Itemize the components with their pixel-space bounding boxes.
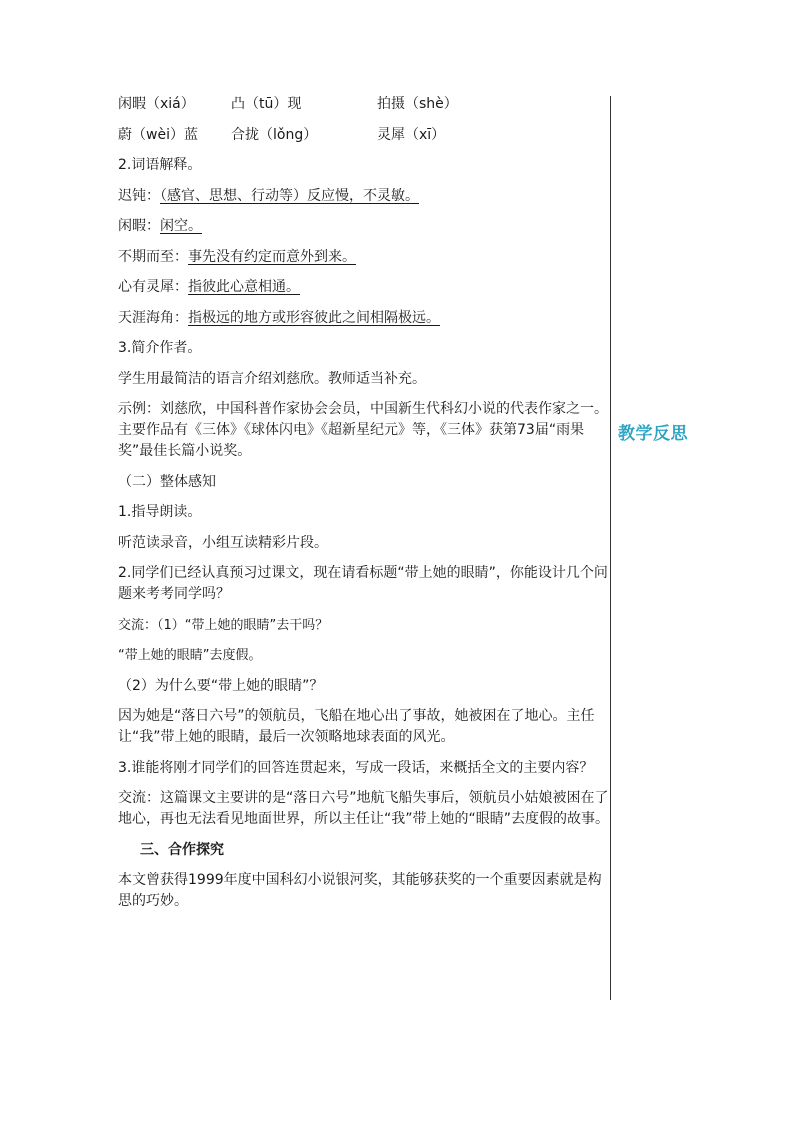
- pinyin-item: 凸（tū）现: [231, 96, 302, 112]
- vocab-term: 不期而至：: [118, 248, 188, 265]
- vocab-item: [118, 308, 610, 329]
- pinyin-item: 蔚（wèi）蓝: [118, 126, 198, 143]
- author-heading: 3.简介作者。: [118, 340, 202, 356]
- vocab-definition: 闲空。: [160, 218, 202, 234]
- lesson-content: [118, 94, 610, 922]
- pinyin-row: [118, 94, 610, 115]
- vocab-definition: 指极远的地方或形容彼此之间相隔极远。: [188, 309, 440, 326]
- question-3: 3.谁能将刚才同学们的回答连贯起来，写成一段话，来概括全文的主要内容？: [118, 759, 594, 776]
- pinyin-item: 合拢（lǒng）: [231, 126, 318, 143]
- author-example: 示例：刘慈欣，中国科普作家协会会员，中国新生代科幻小说的代表作家之一。主要作品有《三体》《球体闪电》《超新星纪元》等，《三体》获第73届“雨果奖”最佳长篇小说奖。: [118, 401, 608, 459]
- pinyin-item: 闲暇（xiá）: [118, 96, 195, 112]
- reflection-title: 教学反思: [618, 424, 688, 444]
- exchange-1: 交流：（1）“带上她的眼睛”去干吗？: [118, 617, 329, 633]
- vocab-item: [118, 216, 610, 237]
- answer-1: “带上她的眼睛”去度假。: [118, 648, 262, 663]
- section-heading: （二）整体感知: [118, 473, 216, 490]
- author-intro: 学生用最简洁的语言介绍刘慈欣。教师适当补充。: [118, 370, 426, 387]
- pinyin-item: 灵犀（xī）: [377, 126, 446, 143]
- vocab-term: 迟钝：: [118, 187, 160, 204]
- guide-heading: 1.指导朗读。: [118, 504, 202, 520]
- pinyin-item: 拍摄（shè）: [377, 96, 458, 112]
- section3-text: 本文曾获得1999年度中国科幻小说银河奖，其能够获奖的一个重要因素就是构思的巧妙。: [118, 872, 602, 909]
- guide-text: 听范读录音，小组互读精彩片段。: [118, 534, 328, 551]
- vocab-definition: 指彼此心意相通。: [188, 279, 300, 295]
- section-heading: 三、合作探究: [140, 841, 224, 858]
- vocab-definition: （感官、思想、行动等）反应慢，不灵敏。: [160, 187, 419, 204]
- vocab-item: [118, 186, 610, 207]
- answer-2: 因为她是“落日六号”的领航员，飞船在地心出了事故，她被困在了地心。主任让“我”带上她的眼睛，最后一次领略地球表面的风光。: [118, 708, 595, 745]
- vocab-term: 天涯海角：: [118, 309, 188, 326]
- question-2: 2.同学们已经认真预习过课文，现在请看标题“带上她的眼睛”，你能设计几个问题来考考同学吗？: [118, 565, 608, 602]
- vocab-item: [118, 247, 610, 268]
- vocab-term: 闲暇：: [118, 218, 160, 234]
- vocab-item: [118, 277, 610, 298]
- question-2b: （2）为什么要“带上她的眼睛”？: [118, 677, 324, 694]
- pinyin-row: [118, 125, 610, 146]
- column-divider: [610, 96, 611, 1000]
- vocab-term: 心有灵犀：: [118, 279, 188, 295]
- exchange-3: 交流：这篇课文主要讲的是“落日六号”地航飞船失事后，领航员小姑娘被困在了地心，再也无法看见地面世界，所以主任让“我”带上她的“眼睛”去度假的故事。: [118, 790, 610, 827]
- vocab-heading: 2.词语解释。: [118, 157, 202, 173]
- vocab-definition: 事先没有约定而意外到来。: [188, 248, 356, 265]
